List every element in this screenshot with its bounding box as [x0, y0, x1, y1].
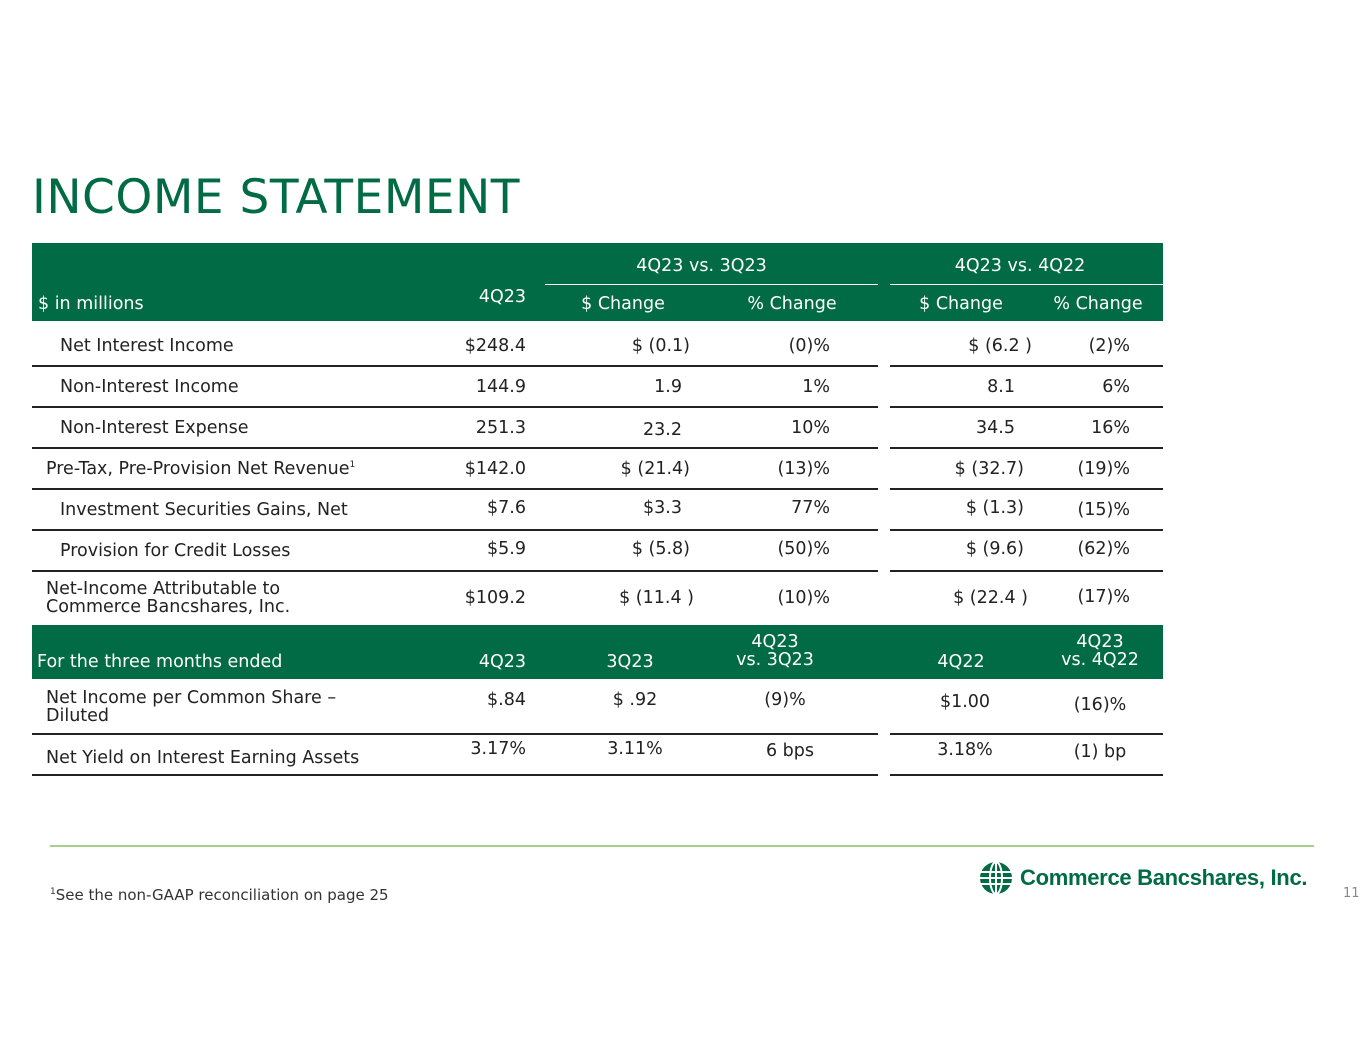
row-dollar-change-1: $ (5.8) [631, 539, 690, 559]
row-label-provision-for-credit-losses: Provision for Credit Losses [60, 541, 291, 561]
row-dollar-change-2: $ (9.6) [965, 539, 1024, 559]
row-value-vs-4q22: (16)% [1073, 695, 1127, 715]
row-dollar-change-2: $ (22.4 ) [953, 588, 1028, 608]
row-value-4q23: $.84 [487, 690, 526, 710]
row-label-non-interest-expense: Non-Interest Expense [60, 418, 249, 438]
row-value-vs-4q22: (1) bp [1073, 742, 1127, 762]
footnote [50, 886, 389, 904]
row-value-4q22: $1.00 [939, 692, 991, 712]
row-label-net-yield: Net Yield on Interest Earning Assets [46, 748, 360, 768]
row-value: 144.9 [475, 377, 526, 397]
row-pct-change-2: 6% [1102, 377, 1130, 397]
group-header-vs-3q23: 4Q23 vs. 3Q23 [636, 256, 767, 276]
row-divider [32, 733, 878, 735]
row-value: $5.9 [487, 539, 526, 559]
row-dollar-change-1: $ (21.4) [620, 459, 690, 479]
row-divider [32, 447, 878, 449]
row-pct-change-1: 77% [791, 498, 830, 518]
row-label-net-interest-income: Net Interest Income [60, 336, 234, 356]
row-value: 251.3 [475, 418, 526, 438]
row-label-line-1: Net Income per Common Share – [46, 688, 337, 708]
sub-header-pct-change-2: % Change [1053, 294, 1143, 314]
units-header: $ in millions [38, 294, 144, 314]
row-label-line-2: Diluted [46, 706, 110, 726]
period-header: 4Q23 [478, 287, 526, 307]
row-value-3q23: $ .92 [612, 690, 658, 710]
row-pct-change-2: 16% [1091, 418, 1130, 438]
row-label-investment-securities-gains: Investment Securities Gains, Net [60, 500, 348, 520]
logo-text: Commerce Bancshares, Inc. [1020, 865, 1308, 890]
page-title: INCOME STATEMENT [32, 170, 520, 225]
row-dollar-change-1: $3.3 [643, 498, 682, 518]
row-label-net-income-per-share [46, 689, 336, 725]
row-pct-change-2: (17)% [1077, 587, 1130, 607]
sub-header-dollar-change-1: $ Change [581, 294, 665, 314]
row-divider [890, 447, 1163, 449]
row-label-pre-tax-pre-provision-net-revenue [46, 459, 355, 479]
footnote-marker: 1 [349, 460, 356, 471]
header-line-2: vs. 4Q22 [1061, 650, 1139, 670]
footnote-text: See the non-GAAP reconciliation on page 25 [55, 886, 389, 904]
row-dollar-change-1: 1.9 [654, 377, 682, 397]
table2-header-4q23-vs-4q22 [1050, 633, 1150, 669]
row-divider [890, 774, 1163, 776]
header-divider-right [890, 284, 1163, 285]
row-pct-change-2: (2)% [1088, 336, 1130, 356]
row-dollar-change-2: $ (32.7) [954, 459, 1024, 479]
row-value: $248.4 [464, 336, 526, 356]
row-dollar-change-1: $ (11.4 ) [619, 588, 694, 608]
row-divider [32, 570, 878, 572]
row-divider [32, 406, 878, 408]
footer-divider [50, 845, 1314, 847]
globe-icon [978, 860, 1014, 896]
table2-label-header: For the three months ended [37, 652, 283, 672]
sub-header-pct-change-1: % Change [747, 294, 837, 314]
group-header-vs-4q22: 4Q23 vs. 4Q22 [954, 256, 1086, 276]
row-label-non-interest-income: Non-Interest Income [60, 377, 239, 397]
row-pct-change-1: (13)% [777, 459, 830, 479]
row-value-vs-3q23: 6 bps [765, 741, 815, 761]
row-dollar-change-2: $ (6.2 ) [968, 336, 1032, 356]
row-pct-change-2: (19)% [1077, 459, 1130, 479]
row-dollar-change-1: 23.2 [643, 420, 682, 440]
row-dollar-change-2: 34.5 [976, 418, 1015, 438]
row-divider [32, 488, 878, 490]
table2-header-4q22: 4Q22 [937, 652, 985, 672]
page-number: 11 [1343, 886, 1360, 901]
row-value-4q23: 3.17% [470, 739, 526, 759]
row-divider [890, 365, 1163, 367]
row-pct-change-1: (50)% [777, 539, 830, 559]
row-divider [32, 365, 878, 367]
row-pct-change-2: (15)% [1077, 500, 1130, 520]
row-label-line-1: Net-Income Attributable to [46, 579, 281, 599]
header-divider-left [545, 284, 878, 285]
row-label-line-2: Commerce Bancshares, Inc. [46, 597, 291, 617]
row-pct-change-2: (62)% [1077, 539, 1130, 559]
footnote-marker: 1 [50, 887, 56, 897]
row-label-text: Pre-Tax, Pre-Provision Net Revenue [46, 459, 350, 479]
row-value: $142.0 [464, 459, 526, 479]
row-pct-change-1: (0)% [788, 336, 830, 356]
row-value-vs-3q23: (9)% [764, 690, 806, 710]
table2-header-4q23-vs-3q23 [725, 633, 825, 669]
row-dollar-change-2: 8.1 [987, 377, 1015, 397]
table2-header-3q23: 3Q23 [606, 652, 654, 672]
row-divider [890, 529, 1163, 531]
header-line-1: 4Q23 [751, 632, 799, 652]
row-dollar-change-1: $ (0.1) [631, 336, 690, 356]
row-pct-change-1: 1% [802, 377, 830, 397]
row-divider [32, 774, 878, 776]
row-value-3q23: 3.11% [607, 739, 663, 759]
company-logo [978, 860, 1307, 896]
row-value-4q22: 3.18% [937, 740, 993, 760]
row-value: $7.6 [487, 498, 526, 518]
row-dollar-change-2: $ (1.3) [965, 498, 1024, 518]
row-divider [890, 570, 1163, 572]
row-divider [890, 488, 1163, 490]
row-divider [32, 529, 878, 531]
row-value: $109.2 [464, 588, 526, 608]
sub-header-dollar-change-2: $ Change [919, 294, 1003, 314]
row-divider [890, 406, 1163, 408]
table2-header-4q23: 4Q23 [478, 652, 526, 672]
row-label-net-income-attributable [46, 580, 290, 616]
row-divider [890, 733, 1163, 735]
row-pct-change-1: (10)% [777, 588, 830, 608]
header-line-1: 4Q23 [1076, 632, 1124, 652]
header-line-2: vs. 3Q23 [736, 650, 814, 670]
row-pct-change-1: 10% [791, 418, 830, 438]
